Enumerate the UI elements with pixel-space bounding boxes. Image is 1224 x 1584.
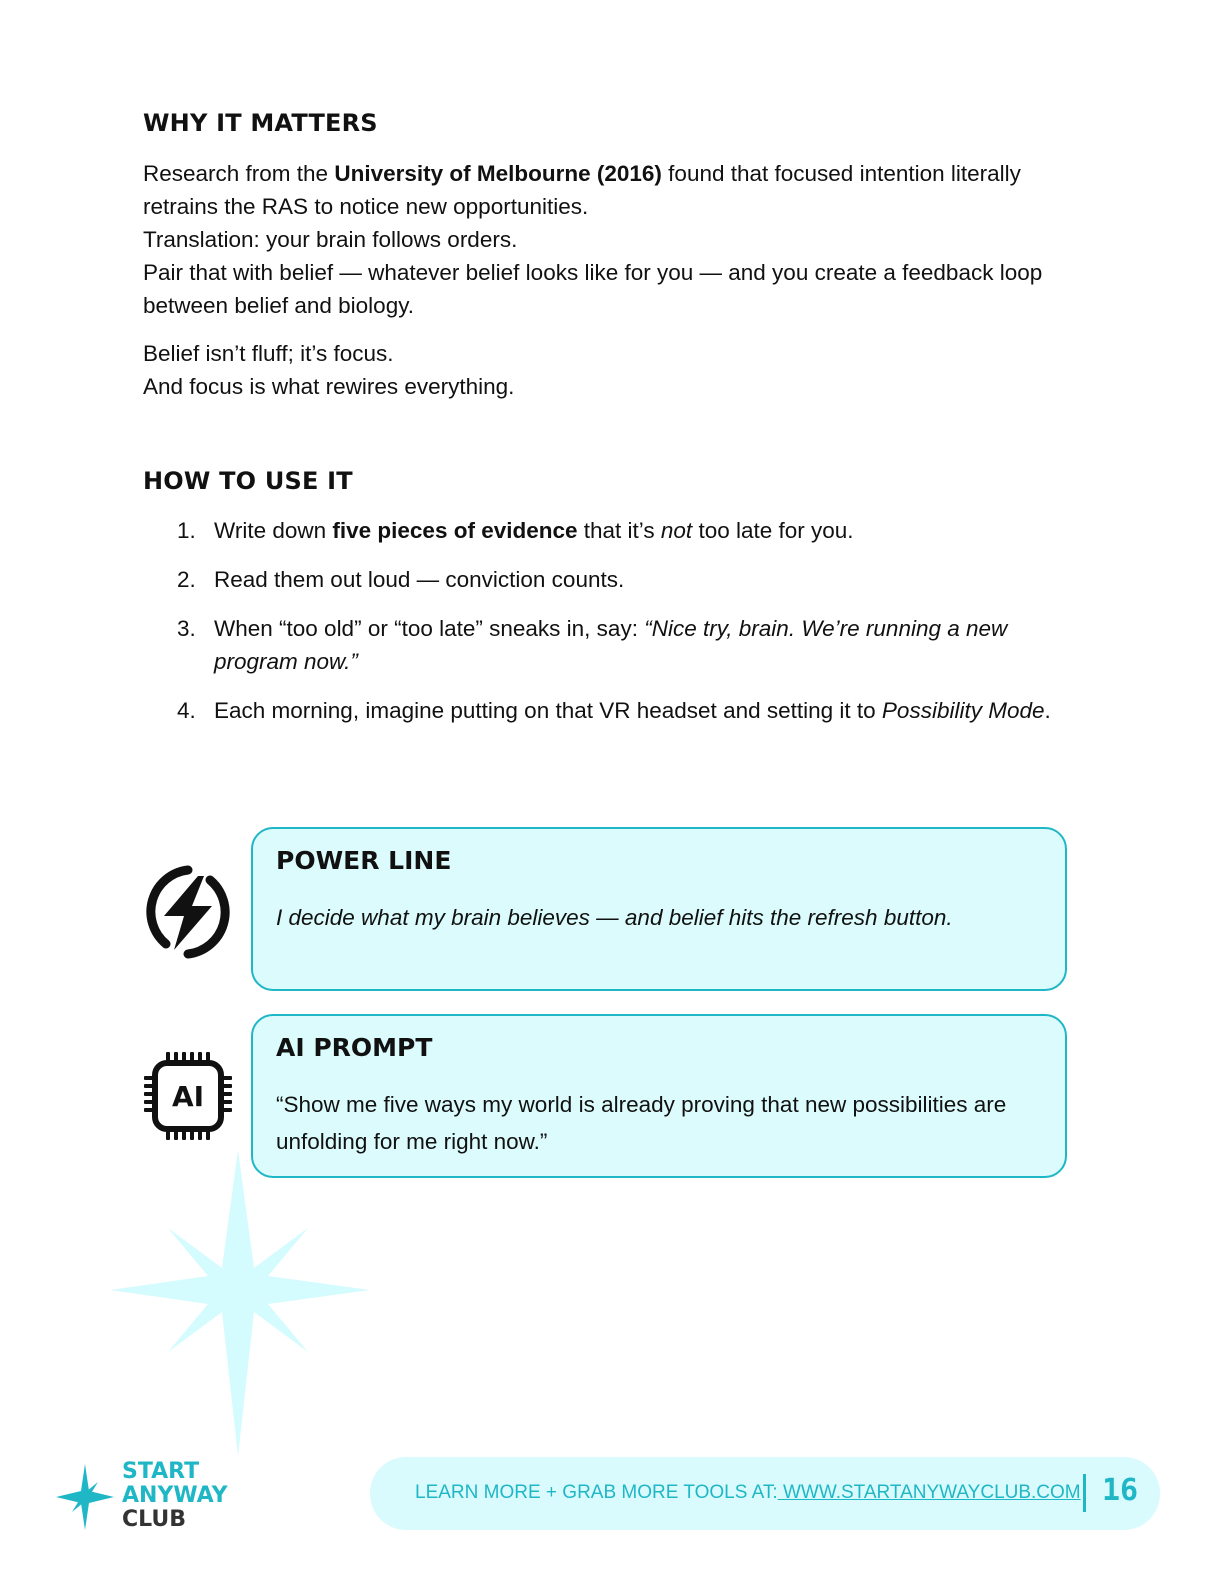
power-line-body: I decide what my brain believes — and belief hits the refresh button. [276,905,953,930]
why-p1-line2: Translation: your brain follows orders. [143,227,518,252]
step-text: Read them out loud — conviction counts. [214,567,625,592]
step-item [143,612,1073,678]
why-p2-line1: Belief isn’t fluff; it’s focus. [143,341,394,366]
footer-divider [1083,1474,1086,1512]
page-number: 16 [1102,1473,1139,1508]
logo-line-1: START [122,1459,200,1484]
step-italic: Possibility Mode [881,698,1045,723]
lightning-icon [140,864,236,960]
ai-prompt-callout [251,1014,1067,1178]
step-italic: “Nice try, brain. We’re running a new program now.” [214,616,1008,674]
ai-chip-icon [140,1048,236,1144]
why-heading: WHY IT MATTERS [143,109,378,137]
step-item [143,514,1073,547]
step-item [143,694,1073,727]
step-number: 1. [177,518,196,543]
logo-wordmark [122,1460,228,1532]
footer-website-link[interactable]: WWW.STARTANYWAYCLUB.COM [777,1482,1081,1503]
step-number: 4. [177,698,196,723]
step-text: too late for you. [692,518,854,543]
ai-prompt-body: “Show me five ways my world is already proving that new possibilities are unfolding for me right now.” [276,1092,1007,1154]
steps-list [143,514,1073,743]
step-text: Each morning, imagine putting on that VR headset and setting it to [214,698,882,723]
step-bold: five pieces of evidence [332,518,578,543]
brand-logo [56,1460,256,1532]
footer-bar [370,1457,1160,1530]
logo-line-3: CLUB [122,1507,187,1532]
sparkle-decoration-icon [110,1150,370,1456]
step-item [143,563,1073,596]
step-text: Write down [214,518,333,543]
step-text: that it’s [577,518,661,543]
step-number: 2. [177,567,196,592]
footer-text [415,1482,1081,1504]
step-italic: not [660,518,693,543]
power-line-title: POWER LINE [276,846,452,875]
step-text: . [1044,698,1051,723]
ai-chip-label: AI [171,1080,205,1113]
logo-line-2: ANYWAY [122,1483,228,1508]
step-text: When “too old” or “too late” sneaks in, say: [214,616,645,641]
why-paragraph-2 [143,337,1073,403]
how-heading: HOW TO USE IT [143,467,353,495]
why-paragraph-1 [143,157,1073,322]
step-number: 3. [177,616,196,641]
why-p1-after: found that focused intention literally retrains the RAS to notice new opportunities. [143,161,1021,219]
footer-label: LEARN MORE + GRAB MORE TOOLS AT: [415,1482,778,1503]
why-p1-line3: Pair that with belief — whatever belief looks like for you — and you create a feedback loop between belief and biology. [143,260,1043,318]
why-p2-line2: And focus is what rewires everything. [143,374,515,399]
ai-prompt-title: AI PROMPT [276,1033,433,1062]
why-p1-bold: University of Melbourne (2016) [334,161,662,186]
power-line-callout [251,827,1067,991]
star-logo-icon [56,1464,114,1530]
why-p1-before: Research from the [143,161,335,186]
